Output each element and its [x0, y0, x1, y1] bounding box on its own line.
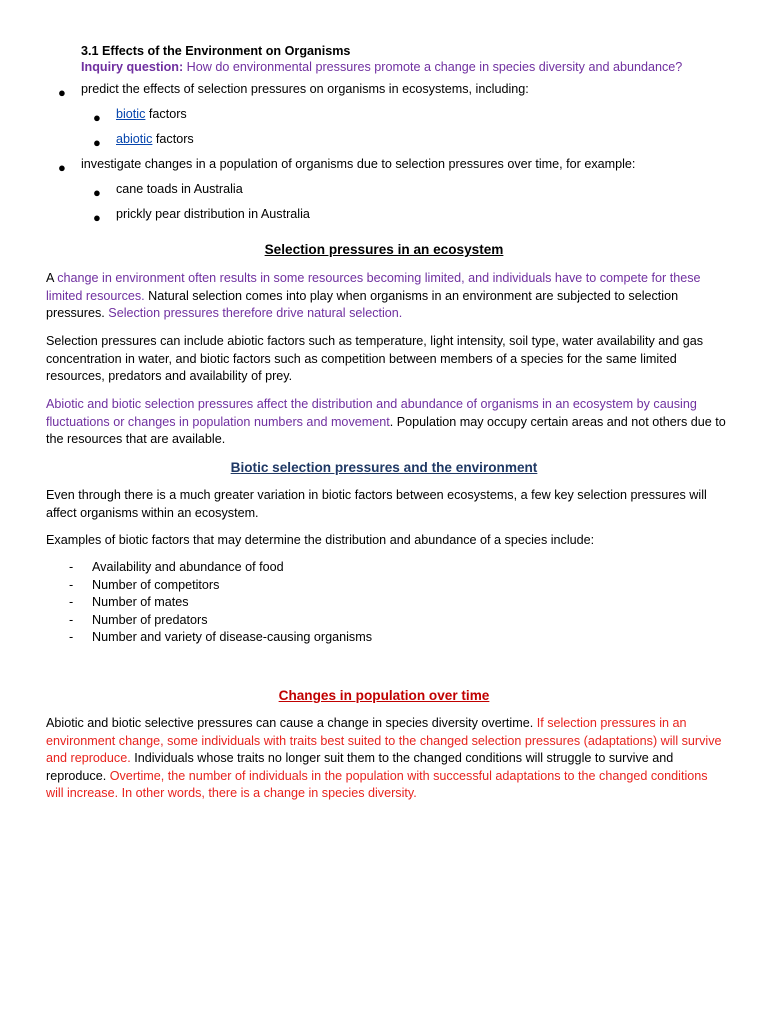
text-run: Abiotic and biotic selective pressures can cause a change in species diversity overtime.: [46, 716, 537, 730]
syllabus-sub-item: [116, 131, 194, 149]
syllabus-point-1: predict the effects of selection pressures on organisms in ecosystems, including:: [81, 82, 529, 96]
highlight-run: Abiotic and biotic selection pressures affect the distribution and abundance of organisms in an ecosystem by causing fluctuations or changes in population numbers and movement: [46, 397, 697, 429]
paragraph: [46, 396, 726, 449]
list-dash: -: [69, 578, 74, 592]
list-item: Availability and abundance of food: [92, 560, 284, 574]
section-title: 3.1 Effects of the Environment on Organisms: [81, 44, 351, 58]
list-item: Number of competitors: [92, 578, 220, 592]
sub-item-text: factors: [145, 107, 187, 121]
section-heading: Changes in population over time: [278, 688, 490, 703]
inquiry-label: Inquiry question:: [81, 60, 184, 74]
syllabus-sub-item: [116, 106, 187, 124]
abiotic-link[interactable]: abiotic: [116, 132, 153, 146]
bullet-icon: ●: [58, 160, 66, 175]
list-dash: -: [69, 630, 74, 644]
paragraph: [46, 270, 726, 323]
section-heading: Selection pressures in an ecosystem: [264, 242, 504, 257]
list-item: Number of mates: [92, 595, 189, 609]
bullet-icon: ●: [93, 185, 101, 200]
text-run: . Population may occupy certain areas and not others due to the resources that are available.: [46, 414, 726, 447]
text-run: Natural selection comes into play when organisms in an environment are subjected to selection pressures.: [46, 288, 679, 321]
inquiry-question: [81, 59, 682, 77]
bullet-icon: ●: [93, 135, 101, 150]
bullet-icon: ●: [58, 85, 66, 100]
inquiry-text: How do environmental pressures promote a change in species diversity and abundance?: [183, 60, 683, 74]
sub-item-text: factors: [152, 132, 194, 146]
syllabus-sub-item: cane toads in Australia: [116, 182, 243, 196]
paragraph: Even through there is a much greater variation in biotic factors between ecosystems, a few key selection pressures will affect organisms within an ecosystem.: [46, 488, 707, 520]
text-run: A: [46, 271, 58, 285]
text-run: Individuals whose traits no longer suit them to the changed conditions will struggle to survive and reproduce.: [46, 751, 674, 783]
section-heading: Biotic selection pressures and the environment: [230, 460, 538, 475]
bullet-icon: ●: [93, 110, 101, 125]
highlight-run: Selection pressures therefore drive natural selection.: [108, 306, 403, 321]
bullet-icon: ●: [93, 210, 101, 225]
highlight-run: change in environment often results in some resources becoming limited, and individuals have to compete for these limited resources.: [46, 271, 701, 303]
list-dash: -: [69, 595, 74, 609]
syllabus-sub-item: prickly pear distribution in Australia: [116, 207, 310, 221]
highlight-run: Overtime, the number of individuals in the population with successful adaptations to the changed conditions will increase. In other words, there is a change in species diversity.: [46, 768, 708, 801]
syllabus-point-2: investigate changes in a population of organisms due to selection pressures over time, for example:: [81, 157, 636, 171]
biotic-link[interactable]: biotic: [116, 107, 146, 121]
paragraph: Selection pressures can include abiotic factors such as temperature, light intensity, soil type, water availability and gas concentration in water, and biotic factors such as competition between members of a species for the same limited resources, predators and availability of prey.: [46, 334, 704, 384]
list-dash: -: [69, 613, 74, 627]
list-dash: -: [69, 560, 74, 574]
paragraph: Examples of biotic factors that may determine the distribution and abundance of a species include:: [46, 533, 595, 547]
list-item: Number and variety of disease-causing organisms: [92, 630, 372, 644]
paragraph: [46, 715, 726, 803]
highlight-run: If selection pressures in an environment change, some individuals with traits best suited to the changed selection pressures (adaptations) will survive and reproduce.: [46, 716, 722, 766]
list-item: Number of predators: [92, 613, 208, 627]
